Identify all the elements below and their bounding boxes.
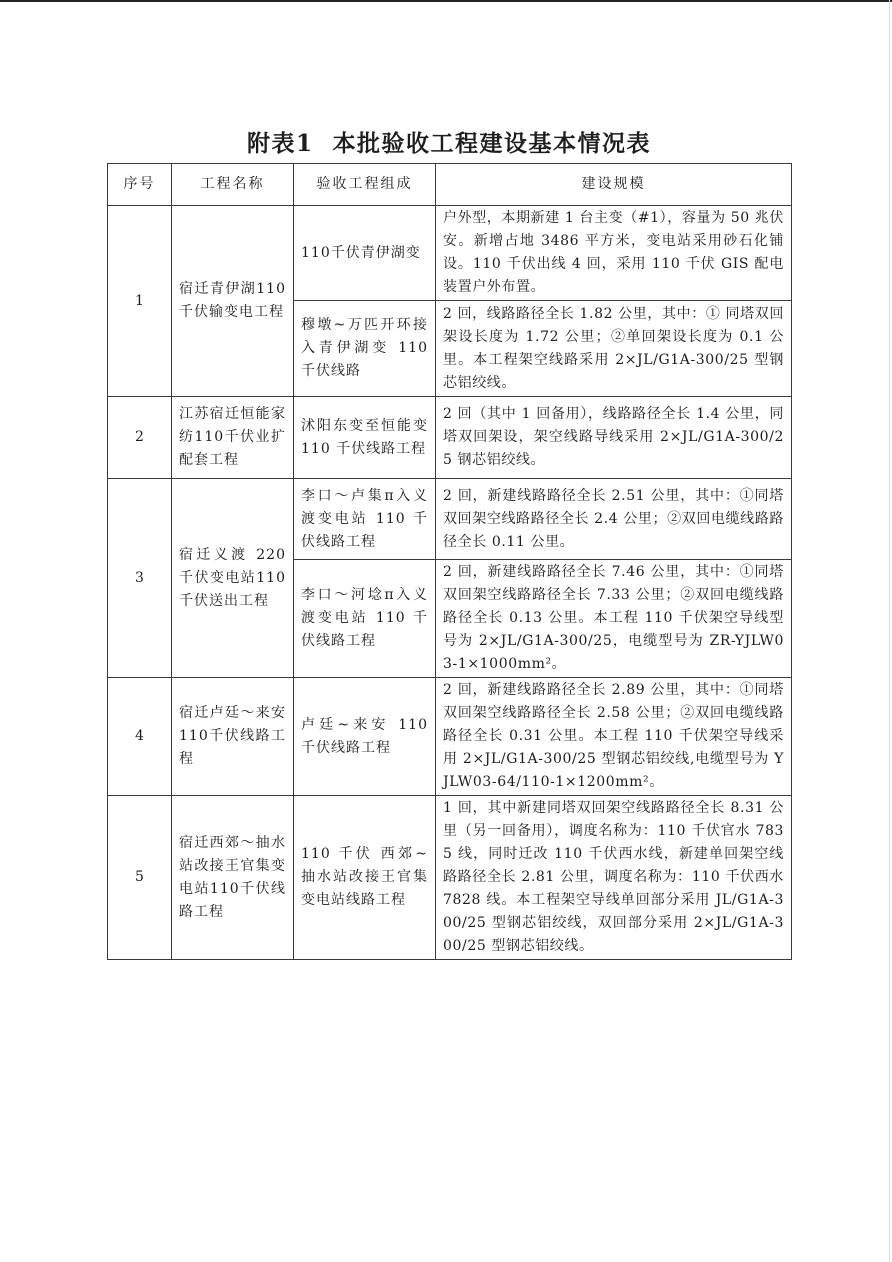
cell-scale: 2 回，新建线路路径全长 7.46 公里，其中：①同塔双回架空线路路径全长 7.33 公里；②双回电缆线路路径全长 0.13 公里。本工程 110 千伏架空导线型号为 2×JL/G1A-300/25，电缆型号为 ZR-YJLW03-1×1000mm²。: [436, 560, 792, 678]
cell-scale: 1 回，其中新建同塔双回架空线路路径全长 8.31 公里（另一回备用），调度名称为：110 千伏官水 7835 线，同时迁改 110 千伏西水线，新建单回架空线路路径全长 2.81 公里，调度名称为：110 千伏西水 7828 线。本工程架空导线单回部分采用 JL/G1A-300/25 型钢芯铝绞线，双回部分采用 2×JL/G1A-300/25 型钢芯铝绞线。: [436, 796, 792, 960]
cell-project-name: 江苏宿迁恒能家纺110千伏业扩配套工程: [172, 397, 294, 479]
cell-component: 李口～河埝π入义渡变电站 110 千伏线路工程: [294, 560, 436, 678]
cell-component: 110千伏青伊湖变: [294, 206, 436, 301]
header-seq: 序号: [108, 164, 172, 206]
header-component: 验收工程组成: [294, 164, 436, 206]
cell-project-name: 宿迁西郊～抽水站改接王官集变电站110千伏线路工程: [172, 796, 294, 960]
cell-component: 穆墩~万匹开环接入青伊湖变 110 千伏线路: [294, 301, 436, 397]
cell-scale: 2 回（其中 1 回备用），线路路径全长 1.4 公里，同塔双回架设，架空线路导线采用 2×JL/G1A-300/25 钢芯铝绞线。: [436, 397, 792, 479]
cell-scale: 2 回，新建线路路径全长 2.51 公里，其中：①同塔双回架空线路路径全长 2.4 公里；②双回电缆线路路径全长 0.11 公里。: [436, 479, 792, 560]
table-row: [108, 479, 792, 560]
page-title: 附表1 本批验收工程建设基本情况表: [246, 130, 652, 157]
cell-project-name: 宿迁义渡 220 千伏变电站110千伏送出工程: [172, 479, 294, 678]
cell-seq: 3: [108, 479, 172, 678]
cell-component: 110 千伏 西郊~抽水站改接王官集变电站线路工程: [294, 796, 436, 960]
cell-seq: 5: [108, 796, 172, 960]
cell-scale: 2 回，新建线路路径全长 2.89 公里，其中：①同塔双回架空线路路径全长 2.58 公里；②双回电缆线路路径全长 0.31 公里。本工程 110 千伏架空导线采用 2×JL/G1A-300/25 型钢芯铝绞线,电缆型号为 YJLW03-64/110-1×1200mm²。: [436, 678, 792, 796]
header-project-name: 工程名称: [172, 164, 294, 206]
table-header-row: [108, 164, 792, 206]
cell-project-name: 宿迁青伊湖110千伏输变电工程: [172, 206, 294, 397]
cell-seq: 2: [108, 397, 172, 479]
table-row: [108, 397, 792, 479]
cell-component: 卢廷~来安 110 千伏线路工程: [294, 678, 436, 796]
table-row: [108, 678, 792, 796]
right-edge-line: [889, 0, 890, 1262]
header-scale: 建设规模: [436, 164, 792, 206]
cell-seq: 4: [108, 678, 172, 796]
cell-seq: 1: [108, 206, 172, 397]
top-border-line: [0, 0, 892, 2]
cell-project-name: 宿迁卢廷～来安110千伏线路工程: [172, 678, 294, 796]
project-table: [107, 163, 792, 960]
cell-scale: 户外型，本期新建 1 台主变（#1），容量为 50 兆伏安。新增占地 3486 平方米，变电站采用砂石化铺设。110 千伏出线 4 回，采用 110 千伏 GIS 配电装置户外布置。: [436, 206, 792, 301]
table-row: [108, 796, 792, 960]
cell-component: 李口～卢集π入义渡变电站 110 千伏线路工程: [294, 479, 436, 560]
cell-component: 沭阳东变至恒能变 110 千伏线路工程: [294, 397, 436, 479]
cell-scale: 2 回，线路路径全长 1.82 公里，其中：① 同塔双回架设长度为 1.72 公里；②单回架设长度为 0.1 公里。本工程架空线路采用 2×JL/G1A-300/25 型钢芯铝绞线。: [436, 301, 792, 397]
table-row: [108, 206, 792, 301]
